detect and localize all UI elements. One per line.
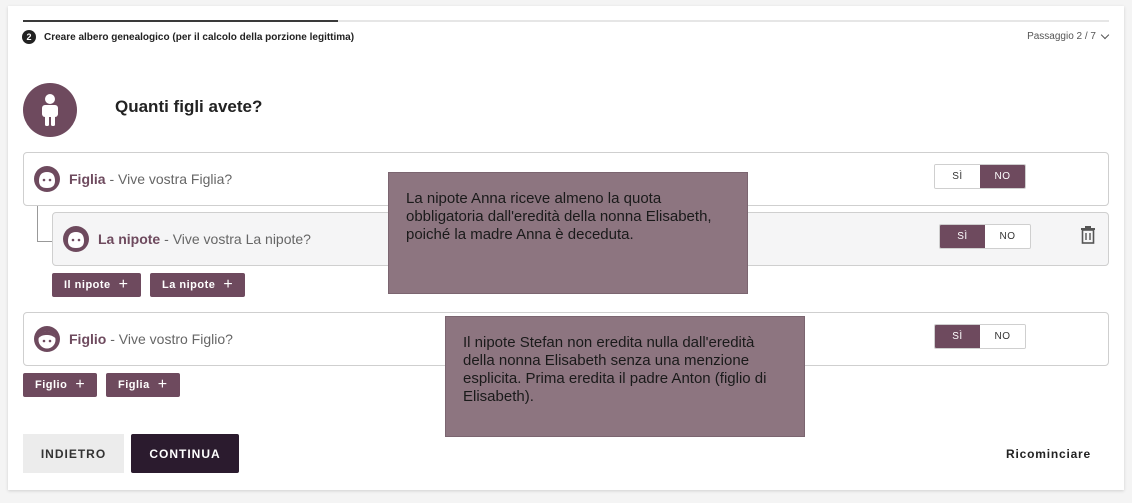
female-face-icon	[33, 165, 61, 193]
plus-icon: +	[75, 376, 86, 393]
row-question: Vive vostro Figlio?	[118, 331, 233, 347]
no-option[interactable]: NO	[985, 225, 1030, 248]
alive-toggle[interactable]	[934, 324, 1026, 349]
yes-option[interactable]: SÌ	[940, 225, 985, 248]
add-son-button[interactable]: Figlio +	[23, 373, 97, 397]
add-granddaughter-button[interactable]: La nipote +	[150, 273, 245, 297]
yes-option[interactable]: SÌ	[935, 165, 980, 188]
page-title: Quanti figli avete?	[115, 97, 263, 116]
no-option[interactable]: NO	[980, 165, 1025, 188]
add-grandson-button[interactable]: Il nipote +	[52, 273, 141, 297]
family-row-daughter: Figlia - Vive vostra Figlia? SÌ NO	[23, 152, 1109, 206]
annotation-note-grandson: Il nipote Stefan non eredita nulla dall'eredità della nonna Elisabeth senza una menzione esplicita. Prima eredita il padre Anton (figlio di Elisabeth).	[445, 316, 805, 437]
chevron-down-icon	[1101, 31, 1109, 39]
family-row-son: Figlio - Vive vostro Figlio? SÌ NO	[23, 312, 1109, 366]
row-question: Vive vostra La nipote?	[172, 231, 311, 247]
progress-fill	[23, 20, 338, 22]
progress-bar	[23, 20, 1109, 22]
plus-icon: +	[118, 276, 129, 293]
alive-toggle[interactable]	[934, 164, 1026, 189]
restart-link[interactable]: Ricominciare	[1006, 447, 1091, 461]
child-person-icon	[23, 83, 77, 137]
female-face-icon	[62, 225, 90, 253]
plus-icon: +	[157, 376, 168, 393]
tree-connector	[37, 206, 53, 242]
back-button[interactable]: INDIETRO	[23, 434, 124, 473]
row-name: La nipote	[98, 231, 161, 247]
trash-icon[interactable]	[1080, 226, 1096, 244]
add-daughter-button[interactable]: Figlia +	[106, 373, 180, 397]
male-face-icon	[33, 325, 61, 353]
step-header	[22, 30, 354, 44]
step-number-badge: 2	[22, 30, 36, 44]
row-name: Figlio	[69, 331, 107, 347]
row-name: Figlia	[69, 171, 106, 187]
step-counter-dropdown[interactable]	[1027, 31, 1108, 42]
plus-icon: +	[223, 276, 234, 293]
yes-option[interactable]: SÌ	[935, 325, 980, 348]
annotation-note-granddaughter: La nipote Anna riceve almeno la quota obbligatoria dall'eredità della nonna Elisabeth, poiché la madre Anna è deceduta.	[388, 172, 748, 294]
step-title: Creare albero genealogico (per il calcolo della porzione legittima)	[44, 31, 355, 43]
continue-button[interactable]: CONTINUA	[131, 434, 239, 473]
step-counter-label: Passaggio 2 / 7	[1027, 31, 1096, 42]
family-row-granddaughter: La nipote - Vive vostra La nipote? SÌ NO	[52, 212, 1109, 266]
no-option[interactable]: NO	[980, 325, 1025, 348]
alive-toggle[interactable]	[939, 224, 1031, 249]
row-question: Vive vostra Figlia?	[118, 171, 233, 187]
